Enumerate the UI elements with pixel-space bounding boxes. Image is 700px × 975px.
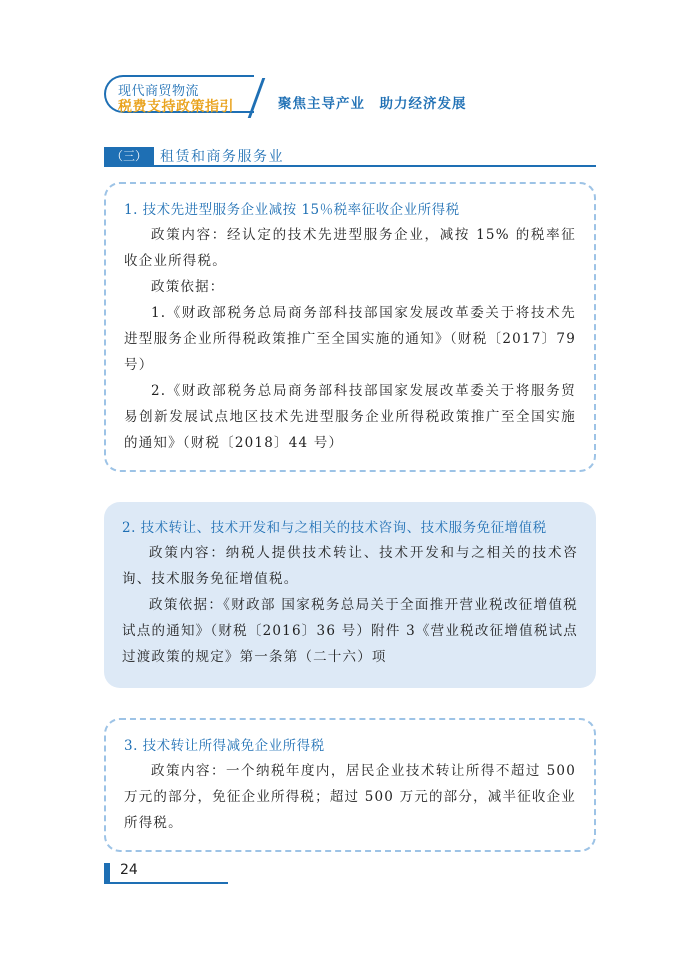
footer-rule [104,882,228,884]
header-book-title: 税费支持政策指引 [118,99,234,115]
policy-basis: 政策依据：《财政部 国家税务总局关于全面推开营业税改征增值税试点的通知》（财税〔2016〕36 号）附件 3《营业税改征增值税试点过渡政策的规定》第一条第（二十六）项 [122,597,578,665]
policy-content: 政策内容：一个纳税年度内，居民企业技术转让所得不超过 500 万元的部分，免征企业所得税；超过 500 万元的部分，减半征收企业所得税。 [124,763,576,831]
page-number: 24 [120,862,138,878]
policy-card-3 [104,718,596,852]
policy-content: 政策内容：纳税人提供技术转让、技术开发和与之相关的技术咨询、技术服务免征增值税。 [122,545,578,587]
section-underline [104,165,596,167]
policy-card-2 [104,502,596,688]
page-number-marker [104,863,110,883]
header-book-series: 现代商贸物流 [118,84,200,99]
policy-basis-label: 政策依据： [151,279,225,295]
header-slogan: 聚焦主导产业 助力经济发展 [278,96,467,112]
policy-content: 政策内容：经认定的技术先进型服务企业，减按 15% 的税率征收企业所得税。 [124,227,576,269]
policy-card-title: 3. 技术转让所得减免企业所得税 [124,738,325,754]
policy-basis-item: 1.《财政部税务总局商务部科技部国家发展改革委关于将技术先进型服务企业所得税政策推广至全国实施的通知》（财税〔2017〕79 号） [124,305,576,373]
policy-basis-item: 2.《财政部税务总局商务部科技部国家发展改革委关于将服务贸易创新发展试点地区技术先进型服务企业所得税政策推广至全国实施的通知》（财税〔2018〕44 号） [124,383,576,451]
policy-card-title: 2. 技术转让、技术开发和与之相关的技术咨询、技术服务免征增值税 [122,520,547,536]
section-number-tag: （三） [104,147,154,165]
policy-card-1 [104,182,596,472]
section-title: 租赁和商务服务业 [160,149,284,165]
policy-card-title: 1. 技术先进型服务企业减按 15％税率征收企业所得税 [124,202,460,218]
